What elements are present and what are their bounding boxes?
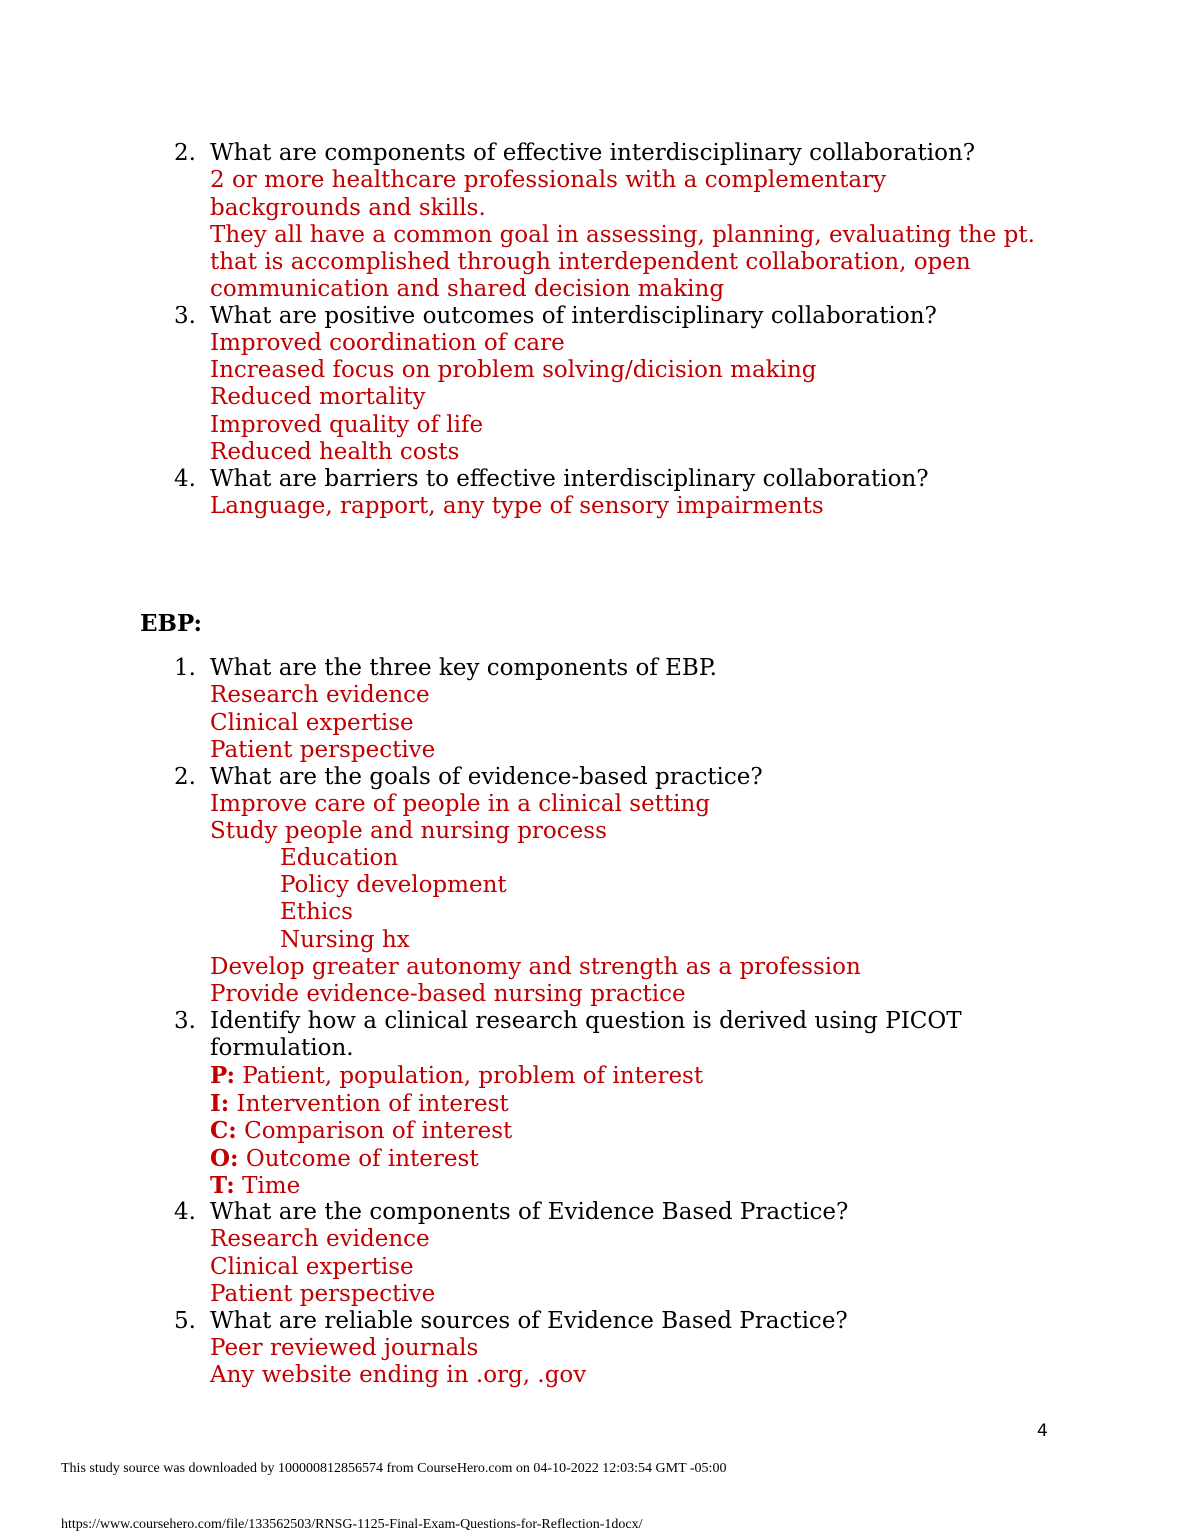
page-number: 4 — [1037, 1421, 1048, 1441]
question-text: What are the components of Evidence Based Practice? — [210, 1199, 849, 1225]
section-heading-ebp: EBP: — [140, 610, 202, 637]
question-number: 2. — [174, 140, 196, 166]
answer-line: Improve care of people in a clinical setting — [210, 791, 711, 817]
source-url[interactable]: https://www.coursehero.com/file/133562503/RNSG-1125-Final-Exam-Questions-for-Reflection-1docx/ — [61, 1517, 643, 1532]
ebp-question-3 — [174, 1008, 962, 1035]
picot-value: Intervention of interest — [229, 1091, 509, 1117]
question-3 — [174, 303, 937, 330]
answer-line: backgrounds and skills. — [210, 195, 486, 221]
ebp-question-5 — [174, 1308, 848, 1335]
answer-line: Improved coordination of care — [210, 330, 565, 356]
question-number: 2. — [174, 764, 196, 790]
question-number: 3. — [174, 303, 196, 329]
answer-line: Improved quality of life — [210, 412, 484, 438]
question-text-continued: formulation. — [210, 1035, 354, 1061]
question-number: 5. — [174, 1308, 196, 1334]
picot-value: Outcome of interest — [238, 1146, 479, 1172]
question-text: What are reliable sources of Evidence Based Practice? — [210, 1308, 848, 1334]
question-text: What are barriers to effective interdisciplinary collaboration? — [210, 466, 929, 492]
question-text: What are the goals of evidence-based practice? — [210, 764, 763, 790]
question-text: What are the three key components of EBP. — [210, 655, 717, 681]
answer-line: Peer reviewed journals — [210, 1335, 479, 1361]
question-number: 1. — [174, 655, 196, 681]
picot-key: O: — [210, 1145, 239, 1172]
answer-line: Patient perspective — [210, 737, 436, 763]
picot-line-o — [210, 1145, 479, 1173]
picot-line-i — [210, 1090, 509, 1118]
sub-answer-line: Ethics — [280, 899, 353, 925]
answer-line: Any website ending in .org, .gov — [210, 1362, 587, 1388]
picot-key: I: — [210, 1090, 230, 1117]
answer-line: Clinical expertise — [210, 1254, 414, 1280]
answer-line: Study people and nursing process — [210, 818, 607, 844]
picot-line-t — [210, 1172, 300, 1200]
answer-line: Reduced health costs — [210, 439, 460, 465]
picot-value: Time — [234, 1173, 301, 1199]
ebp-question-2 — [174, 764, 763, 791]
ebp-question-1 — [174, 655, 717, 682]
question-text: Identify how a clinical research question is derived using PICOT — [210, 1008, 962, 1034]
picot-value: Patient, population, problem of interest — [234, 1063, 704, 1089]
question-text: What are components of effective interdisciplinary collaboration? — [210, 140, 976, 166]
answer-line: Provide evidence-based nursing practice — [210, 981, 686, 1007]
download-notice: This study source was downloaded by 100000812856574 from CourseHero.com on 04-10-2022 12:03:54 GMT -05:00 — [61, 1461, 727, 1476]
question-number: 4. — [174, 1199, 196, 1225]
answer-line: Increased focus on problem solving/dicision making — [210, 357, 817, 383]
answer-line: They all have a common goal in assessing, planning, evaluating the pt. — [210, 222, 1035, 248]
picot-key: T: — [210, 1172, 235, 1199]
picot-line-c — [210, 1117, 512, 1145]
answer-line: Reduced mortality — [210, 384, 426, 410]
question-4 — [174, 466, 929, 493]
sub-answer-line: Education — [280, 845, 399, 871]
sub-answer-line: Policy development — [280, 872, 507, 898]
answer-line: that is accomplished through interdependent collaboration, open — [210, 249, 971, 275]
picot-key: C: — [210, 1117, 237, 1144]
picot-key: P: — [210, 1062, 235, 1089]
answer-line: Research evidence — [210, 1226, 430, 1252]
answer-line: Patient perspective — [210, 1281, 436, 1307]
answer-line: Develop greater autonomy and strength as a profession — [210, 954, 861, 980]
question-number: 4. — [174, 466, 196, 492]
question-number: 3. — [174, 1008, 196, 1034]
answer-line: Language, rapport, any type of sensory impairments — [210, 493, 824, 519]
answer-line: communication and shared decision making — [210, 276, 725, 302]
sub-answer-line: Nursing hx — [280, 927, 410, 953]
answer-line: Research evidence — [210, 682, 430, 708]
ebp-question-4 — [174, 1199, 849, 1226]
answer-line: 2 or more healthcare professionals with a complementary — [210, 167, 887, 193]
question-text: What are positive outcomes of interdisciplinary collaboration? — [210, 303, 937, 329]
answer-line: Clinical expertise — [210, 710, 414, 736]
question-2 — [174, 140, 976, 167]
picot-value: Comparison of interest — [236, 1118, 513, 1144]
picot-line-p — [210, 1062, 703, 1090]
